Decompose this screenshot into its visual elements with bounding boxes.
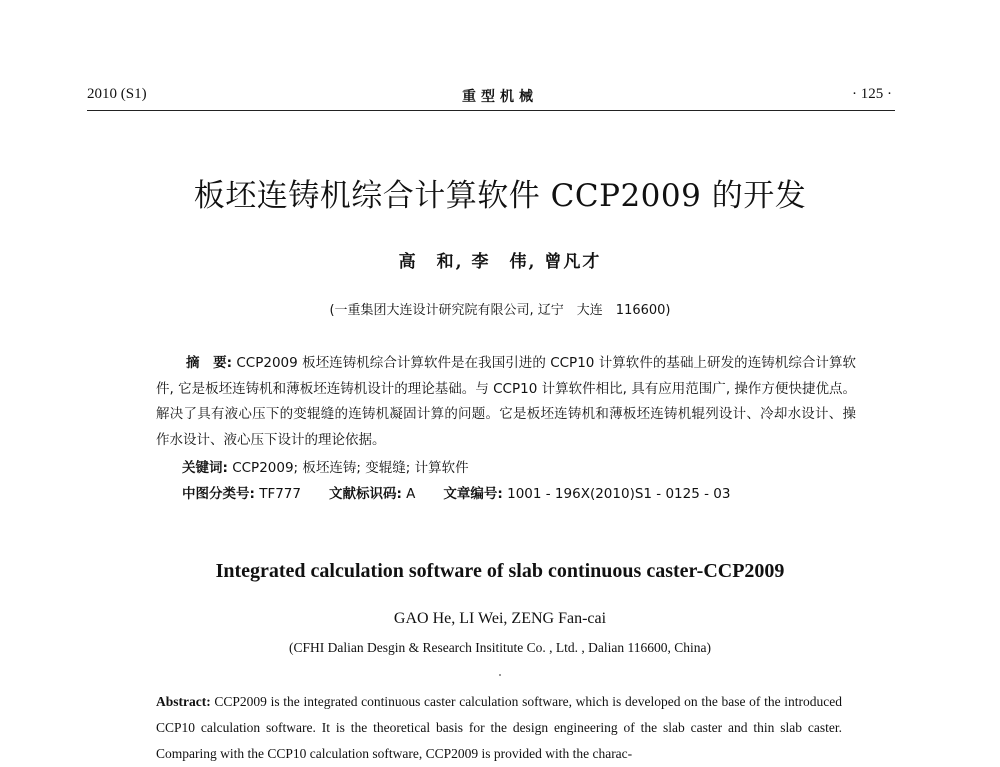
abstract-cn-label: 摘 要:: [186, 355, 233, 371]
clc-label: 中图分类号:: [182, 486, 255, 502]
clc-value: TF777: [254, 486, 301, 502]
running-header-journal: 重型机械: [462, 90, 538, 105]
keywords-text: CCP2009; 板坯连铸; 变辊缝; 计算软件: [227, 460, 469, 476]
stray-dot: [499, 674, 501, 676]
doc-code-value: A: [401, 486, 416, 502]
affiliation-cn: (一重集团大连设计研究院有限公司, 辽宁 大连 116600): [329, 303, 671, 318]
abstract-cn-text: CCP2009 板坯连铸机综合计算软件是在我国引进的 CCP10 计算软件的基础上研发的连铸机综合计算软件, 它是板坯连铸机和薄板坯连铸机设计的理论基础。与 CCP10 计算软件相比, 具有应用范围广, 操作方便快捷优点。解决了具有液心压下的变辊缝的连铸机凝固计算的问题。它是板坯连铸机和薄板坯连铸机辊列设计、冷却水设计、操作水设计、液心压下设计的理论依据。: [156, 355, 857, 448]
abstract-en: [156, 689, 842, 767]
authors-en: GAO He, LI Wei, ZENG Fan-cai: [393, 610, 607, 627]
authors-cn: 高 和, 李 伟, 曾凡才: [398, 252, 602, 272]
header-rule: [87, 110, 895, 111]
keywords-label: 关键词:: [182, 460, 228, 476]
article-number-value: 1001 - 196X(2010)S1 - 0125 - 03: [502, 486, 731, 502]
paper-title-cn: 板坯连铸机综合计算软件 CCP2009 的开发: [193, 178, 807, 214]
abstract-cn: [156, 351, 856, 453]
classification-line: [182, 482, 730, 502]
keywords: [182, 456, 469, 476]
doc-code-label: 文献标识码:: [328, 486, 402, 502]
abstract-en-text: CCP2009 is the integrated continuous caster calculation software, which is developed on the base of the introduced CCP10 calculation software. It is the theoretical basis for the design engineering of the slab caster and thin slab caster. Comparing with the CCP10 calculation software, CCP2009 is provided with the charac-: [156, 694, 842, 761]
article-number-label: 文章编号:: [443, 486, 503, 502]
abstract-en-label: Abstract:: [156, 694, 211, 709]
running-header-issue: 2010 (S1): [87, 86, 147, 102]
paper-title-en: Integrated calculation software of slab continuous caster-CCP2009: [215, 560, 785, 582]
page-number: · 125 ·: [852, 86, 892, 102]
affiliation-en: (CFHI Dalian Desgin & Research Insititute Co. , Ltd. , Dalian 116600, China): [288, 640, 712, 655]
